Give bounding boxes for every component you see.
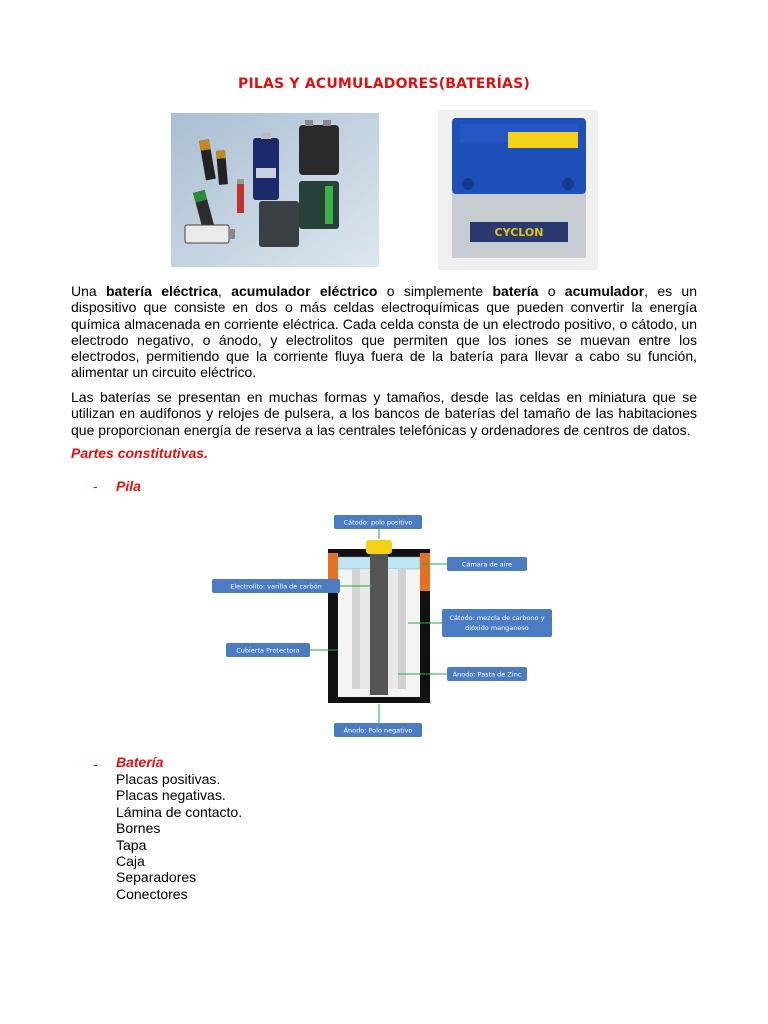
car-battery-brand: CYCLON (494, 226, 544, 239)
label-anodo-polo: Ánodo: Polo negativo (343, 726, 413, 735)
bold-term: batería eléctrica (105, 283, 219, 299)
list-item: Placas negativas. (116, 787, 226, 804)
label-catodo-mezcla-2: dióxido manganeso (465, 624, 529, 632)
list-item: Separadores (116, 869, 197, 886)
page-title: PILAS Y ACUMULADORES(BATERÍAS) (238, 76, 530, 92)
bateria-label: Batería (116, 754, 164, 770)
pila-diagram (200, 505, 570, 746)
paragraph-text: o (538, 283, 565, 299)
second-paragraph: Las baterías se presentan en muchas formas y tamaños, desde las celdas en miniatura que se utilizan en audífonos y relojes de pulsera, a los bancos de baterías del tamaño de las habitaciones que proporcionan energía de reserva a las centrales telefónicas y ordenadores de centros de datos. (71, 389, 697, 438)
bullet-dash: - (93, 478, 98, 494)
list-item: Lámina de contacto. (116, 803, 243, 820)
label-cubierta: Cubierta Protectora (236, 646, 300, 655)
batteries-photo (171, 113, 379, 267)
paragraph-text: Una (71, 283, 106, 299)
paragraph-text: , es un dispositivo que consiste en dos o más celdas electroquímicas que pueden convertir la energía química almacenada en corriente eléctrica. Cada celda consta de un electrodo positivo, o cátodo, un electrodo negativo, o ánodo, y electrolitos que permiten que los iones se muevan entre los electrodos, permitiendo que la corriente fluya fuera de la batería para llevar a cabo su función, alimentar un circuito eléctrico. (71, 283, 697, 381)
paragraph-text: o simplemente (377, 283, 493, 299)
label-electrolito: Electrolito: varilla de carbón (230, 582, 322, 591)
pila-label: Pila (116, 478, 141, 494)
bateria-parts-list (116, 771, 242, 902)
label-catodo-polo: Cátodo: polo positivo (343, 518, 413, 527)
label-catodo-mezcla: Cátodo: mezcla de carbono y (449, 614, 545, 622)
list-item: Bornes (116, 820, 161, 837)
paragraph-text: , (218, 283, 232, 299)
label-anodo-pasta: Ánodo: Pasta de Zinc (452, 670, 522, 679)
section-title: Partes constitutivas. (71, 445, 208, 461)
list-item: Tapa (116, 836, 147, 853)
intro-paragraph (71, 283, 697, 381)
list-item: Conectores (116, 885, 188, 902)
list-item: Caja (116, 853, 145, 870)
bold-term: acumulador (564, 283, 645, 299)
bold-term: acumulador eléctrico (231, 283, 378, 299)
bullet-dash-2: - (93, 756, 98, 772)
car-battery-photo (438, 110, 598, 270)
label-camara-aire: Cámara de aire (461, 560, 513, 569)
list-item: Placas positivas. (116, 771, 221, 787)
bold-term: batería (492, 283, 539, 299)
